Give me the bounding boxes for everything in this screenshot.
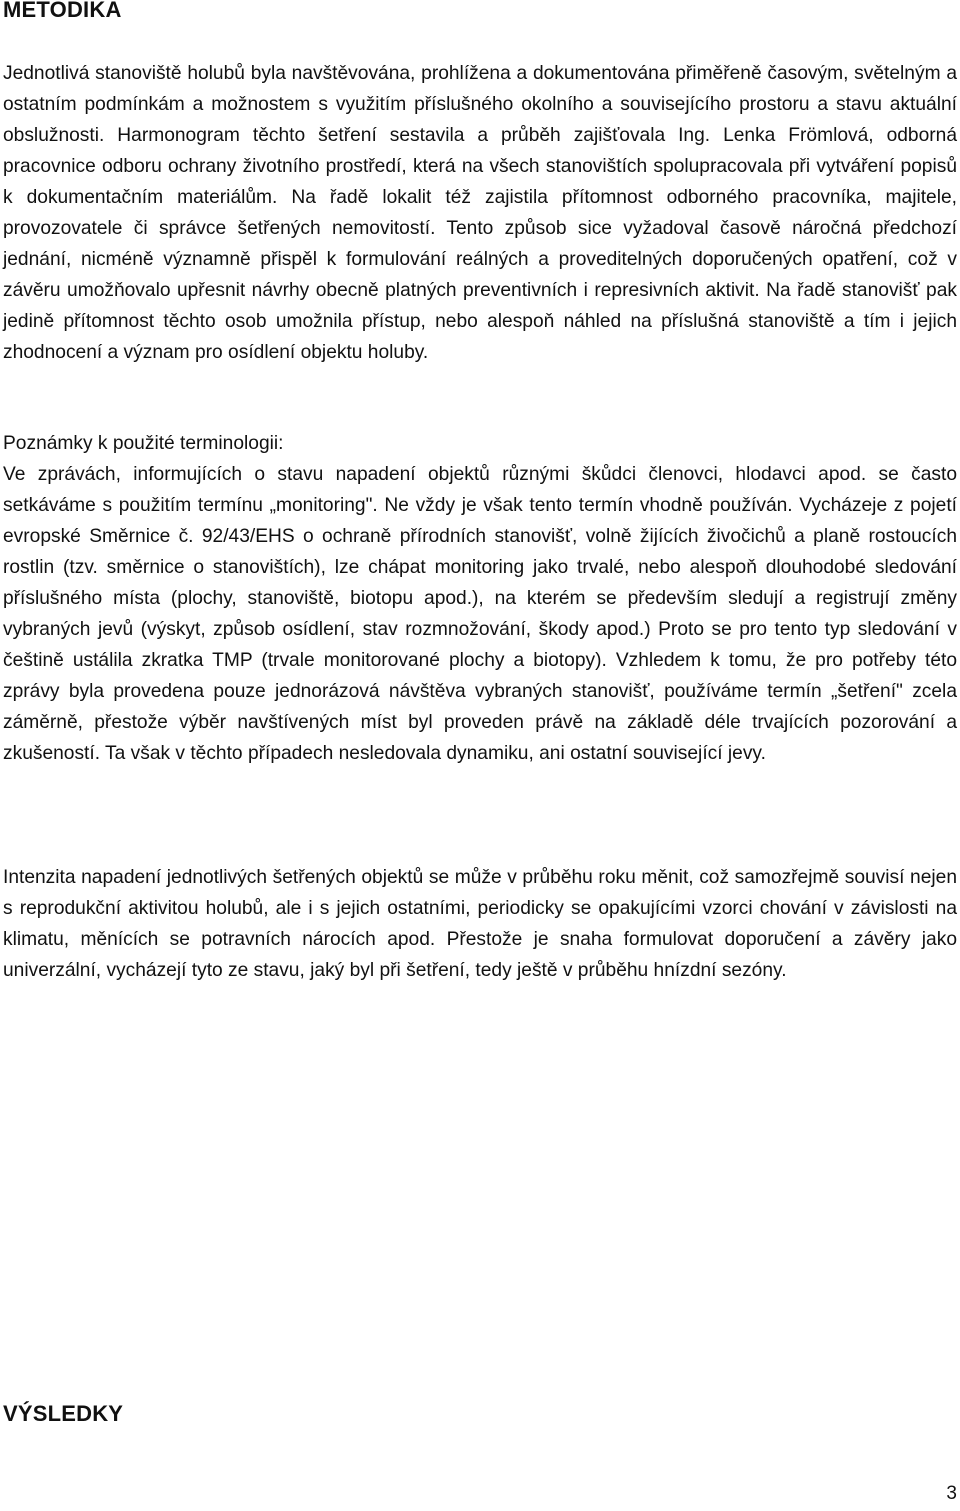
methodology-heading: METODIKA	[3, 0, 122, 22]
intensity-paragraph: Intenzita napadení jednotlivých šetřených objektů se může v průběhu roku měnit, což samozřejmě souvisí nejen s reprodukční aktivitou holubů, ale i s jejich ostatními, periodicky se opakujícími vzorci chování v závislosti na klimatu, měnících se potravních nárocích apod. Přestože je snaha formulovat doporučení a závěry jako univerzální, vycházejí tyto ze stavu, jaký byl při šetření, tedy ještě v průběhu hnízdní sezóny.	[3, 867, 957, 981]
terminology-notes-label: Poznámky k použité terminologii:	[3, 433, 284, 454]
results-heading: VÝSLEDKY	[3, 1401, 124, 1426]
intro-paragraph: Jednotlivá stanoviště holubů byla navštěvována, prohlížena a dokumentována přiměřeně časovým, světelným a ostatním podmínkám a možnostem s využitím příslušného okolního a souvisejícího prostoru a stavu aktuální obslužnosti. Harmonogram těchto šetření sestavila a průběh zajišťovala Ing. Lenka Frömlová, odborná pracovnice odboru ochrany životního prostředí, která na všech stanovištích spolupracovala při vytváření popisů k dokumentačním materiálům. Na řadě lokalit též zajistila přítomnost odborného pracovníka, majitele, provozovatele či správce šetřených nemovitostí. Tento způsob sice vyžadoval časově náročná předchozí jednání, nicméně významně přispěl k formulování reálných a proveditelných doporučených opatření, což v závěru umožňovalo upřesnit návrhy obecně platných preventivních i represivních aktivit. Na řadě stanovišť pak jedině přítomnost těchto osob umožnila přístup, nebo alespoň náhled na příslušná stanoviště a tím i jejich zhodnocení a význam pro osídlení objektu holuby.	[3, 63, 957, 363]
page-number: 3	[946, 1483, 957, 1504]
terminology-notes-paragraph: Ve zprávách, informujících o stavu napadení objektů různými škůdci členovci, hlodavci apod. se často setkáváme s použitím termínu „monitoring". Ne vždy je však tento termín vhodně používán. Vycházeje z pojetí evropské Směrnice č. 92/43/EHS o ochraně přírodních stanovišť, volně žijících živočichů a planě rostoucích rostlin (tzv. směrnice o stanovištích), lze chápat monitoring jako trvalé, nebo alespoň dlouhodobé sledování příslušného místa (plochy, stanoviště, biotopu apod.), na kterém se především sledují a registrují změny vybraných jevů (výskyt, způsob osídlení, stav rozmnožování, škody apod.) Proto se pro tento typ sledování v češtině ustálila zkratka TMP (trvale monitorované plochy a biotopy). Vzhledem k tomu, že pro potřeby této zprávy byla provedena pouze jednorázová návštěva vybraných stanovišť, používáme termín „šetření" zcela záměrně, přestože výběr navštívených míst byl proveden právě na základě déle trvajících pozorování a zkušeností. Ta však v těchto případech nesledovala dynamiku, ani ostatní související jevy.	[3, 464, 957, 764]
